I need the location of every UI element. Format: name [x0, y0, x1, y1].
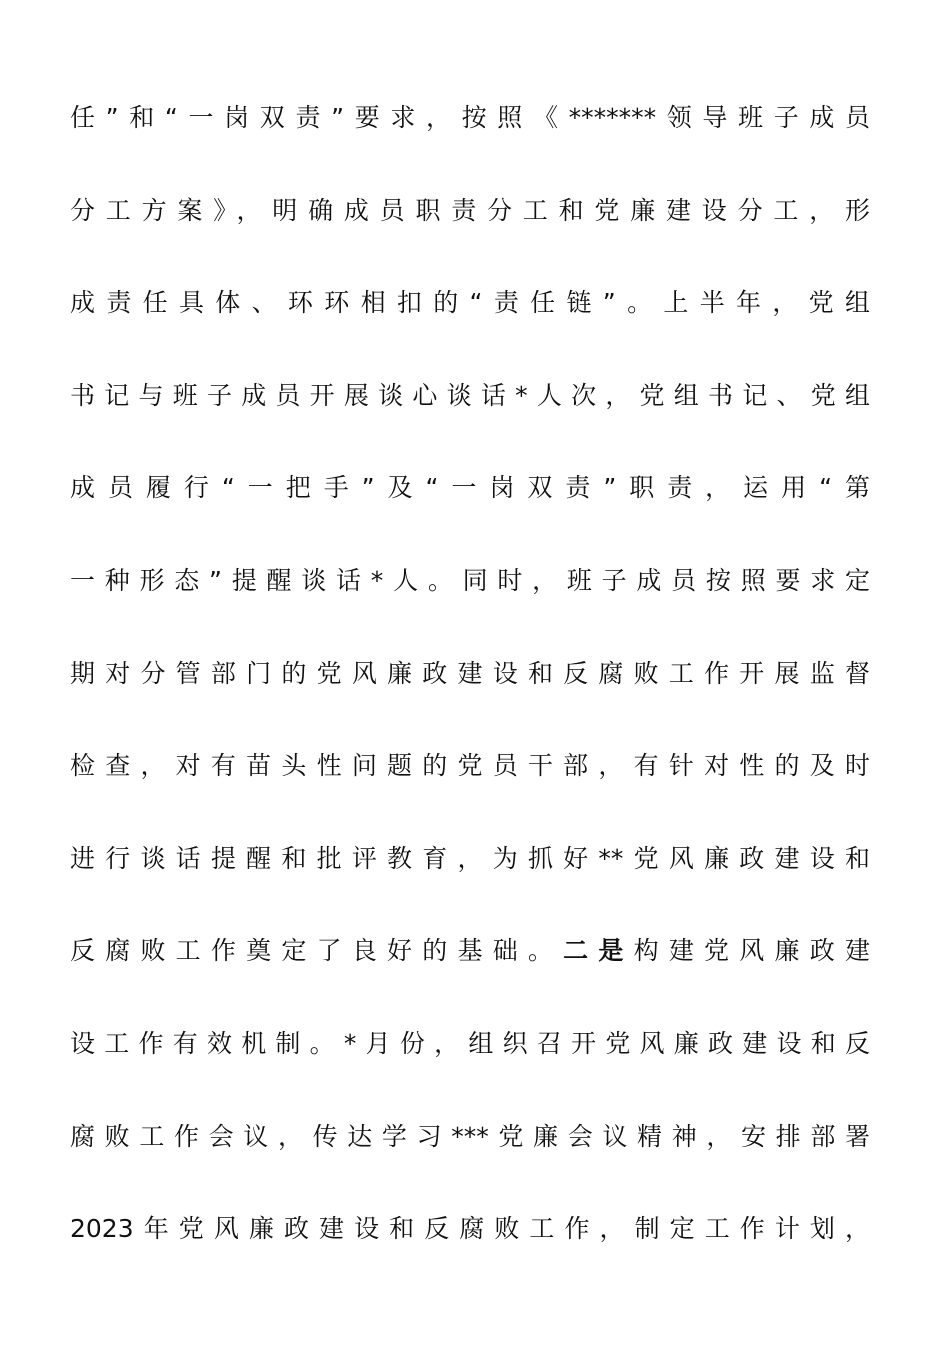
text-line-12: 腐败工作会议，传达学习***党廉会议精神，安排部署 — [70, 1122, 870, 1151]
text-line-2: 分工方案》，明确成员职责分工和党廉建设分工，形 — [70, 196, 870, 225]
text-line-5: 成员履行“一把手”及“一岗双责”职责，运用“第 — [70, 473, 870, 502]
text-line-4: 书记与班子成员开展谈心谈话*人次，党组书记、党组 — [70, 381, 870, 410]
text-line-3: 成责任具体、环环相扣的“责任链”。上半年，党组 — [70, 288, 870, 317]
enumeration-label: 二是 — [563, 936, 634, 965]
text-line-10 — [70, 931, 870, 971]
text-line-1: 任”和“一岗双责”要求，按照《*******领导班子成员 — [70, 103, 870, 132]
text-line-13: 2023年党风廉政建设和反腐败工作，制定工作计划， — [70, 1214, 870, 1243]
text-line-9: 进行谈话提醒和批评教育，为抓好**党风廉政建设和 — [70, 844, 870, 873]
text-line-8: 检查，对有苗头性问题的党员干部，有针对性的及时 — [70, 751, 870, 780]
text-line-7: 期对分管部门的党风廉政建设和反腐败工作开展监督 — [70, 659, 870, 688]
text-segment: 构建党风廉政建 — [633, 936, 870, 965]
text-line-6: 一种形态”提醒谈话*人。同时，班子成员按照要求定 — [70, 566, 870, 595]
text-segment: 反腐败工作奠定了良好的基础。 — [70, 936, 564, 965]
text-line-11: 设工作有效机制。*月份，组织召开党风廉政建设和反 — [70, 1029, 870, 1058]
